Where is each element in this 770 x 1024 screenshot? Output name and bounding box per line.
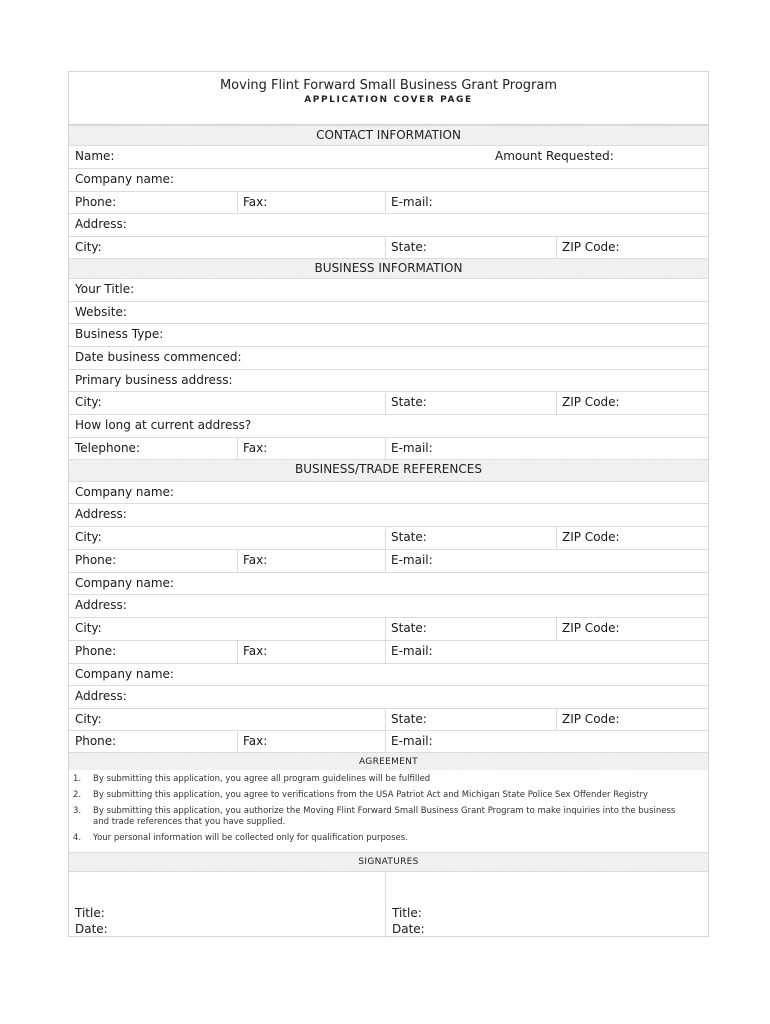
city-field[interactable]: [69, 237, 385, 258]
business-email-label: E-mail:: [391, 441, 433, 455]
fax-label: Fax:: [243, 195, 268, 209]
signature-area: [69, 871, 708, 938]
email-label: E-mail:: [391, 195, 433, 209]
address-label: Address:: [75, 217, 127, 231]
ref2-phone-field[interactable]: [69, 641, 237, 663]
ref1-address-row: [69, 503, 708, 526]
ref2-address-field[interactable]: [69, 595, 709, 617]
name-label: Name:: [75, 149, 115, 163]
ref3-email-field[interactable]: [385, 731, 709, 752]
agreement-item-number: 4.: [73, 833, 82, 843]
contact-phone-row: [69, 191, 708, 213]
ref1-state-field[interactable]: [385, 527, 556, 549]
references-section-header: [69, 459, 708, 481]
contact-name-row: [69, 145, 708, 168]
ref3-company-label: Company name:: [75, 667, 174, 681]
ref3-phone-field[interactable]: [69, 731, 237, 752]
agreement-item-text: By submitting this application, you authorize the Moving Flint Forward Small Business Grant Program to make inquiries into the business and trade references that you have supplied.: [93, 806, 676, 827]
telephone-field[interactable]: [69, 438, 237, 459]
ref2-company-field[interactable]: [69, 573, 709, 594]
ref3-fax-label: Fax:: [243, 734, 268, 748]
business-website-row: [69, 301, 708, 323]
ref1-city-label: City:: [75, 530, 102, 544]
ref2-state-label: State:: [391, 621, 427, 635]
references-heading: BUSINESS/TRADE REFERENCES: [295, 462, 482, 476]
signature-right-title-label: Title:: [392, 906, 422, 920]
ref3-city-row: [69, 708, 708, 730]
date-commenced-field[interactable]: [69, 347, 709, 369]
ref3-state-field[interactable]: [385, 709, 556, 730]
ref1-email-field[interactable]: [385, 550, 709, 572]
your-title-field[interactable]: [69, 279, 709, 301]
ref2-company-label: Company name:: [75, 576, 174, 590]
ref2-address-row: [69, 594, 708, 617]
ref2-address-label: Address:: [75, 598, 127, 612]
zip-label: ZIP Code:: [562, 240, 620, 254]
state-field[interactable]: [385, 237, 556, 258]
fax-field[interactable]: [237, 192, 385, 213]
business-commenced-row: [69, 346, 708, 369]
ref1-address-field[interactable]: [69, 504, 709, 526]
business-type-row: [69, 323, 708, 346]
signature-left-title-label: Title:: [75, 906, 105, 920]
phone-label: Phone:: [75, 195, 117, 209]
signature-left[interactable]: [75, 905, 108, 937]
agreement-item-text: By submitting this application, you agree to verifications from the USA Patriot Act and Michigan State Police Sex Offender Registry: [93, 790, 649, 800]
agreement-item-text: Your personal information will be collected only for qualification purposes.: [93, 833, 408, 843]
business-email-field[interactable]: [385, 438, 709, 459]
name-field[interactable]: [69, 146, 489, 168]
ref3-address-label: Address:: [75, 689, 127, 703]
ref1-zip-field[interactable]: [556, 527, 709, 549]
ref3-company-row: [69, 663, 708, 685]
ref3-address-row: [69, 685, 708, 708]
ref3-city-field[interactable]: [69, 709, 385, 730]
date-commenced-label: Date business commenced:: [75, 350, 242, 364]
business-zip-field[interactable]: [556, 392, 709, 414]
ref3-email-label: E-mail:: [391, 734, 433, 748]
ref2-phone-row: [69, 640, 708, 663]
ref3-phone-row: [69, 730, 708, 752]
ref1-company-label: Company name:: [75, 485, 174, 499]
ref2-company-row: [69, 572, 708, 594]
form-title: Moving Flint Forward Small Business Grant Program: [219, 78, 558, 93]
ref1-zip-label: ZIP Code:: [562, 530, 620, 544]
contact-heading: CONTACT INFORMATION: [316, 128, 461, 142]
business-section-header: [69, 258, 708, 278]
ref1-fax-label: Fax:: [243, 553, 268, 567]
ref1-fax-field[interactable]: [237, 550, 385, 572]
agreement-item-text: By submitting this application, you agree all program guidelines will be fulfilled: [93, 774, 431, 784]
ref3-state-label: State:: [391, 712, 427, 726]
ref2-phone-label: Phone:: [75, 644, 117, 658]
business-type-field[interactable]: [69, 324, 709, 346]
signature-right[interactable]: [392, 905, 425, 937]
ref2-fax-field[interactable]: [237, 641, 385, 663]
ref1-company-row: [69, 481, 708, 503]
website-field[interactable]: [69, 302, 709, 323]
ref1-email-label: E-mail:: [391, 553, 433, 567]
ref2-email-field[interactable]: [385, 641, 709, 663]
email-field[interactable]: [385, 192, 709, 213]
company-name-field[interactable]: [69, 169, 709, 191]
ref2-fax-label: Fax:: [243, 644, 268, 658]
agreement-item-number: 3.: [73, 806, 82, 816]
ref3-city-label: City:: [75, 712, 102, 726]
ref3-address-field[interactable]: [69, 686, 709, 708]
agreement-item-number: 1.: [73, 774, 82, 784]
how-long-field[interactable]: [69, 415, 709, 437]
ref1-phone-label: Phone:: [75, 553, 117, 567]
business-title-row: [69, 278, 708, 301]
ref1-phone-field[interactable]: [69, 550, 237, 572]
ref3-fax-field[interactable]: [237, 731, 385, 752]
form-subtitle: APPLICATION COVER PAGE: [304, 95, 473, 105]
agreement-item-number: 2.: [73, 790, 82, 800]
ref3-zip-label: ZIP Code:: [562, 712, 620, 726]
how-long-label: How long at current address?: [75, 418, 252, 432]
business-primary-address-row: [69, 369, 708, 391]
agreement-list: [69, 770, 708, 852]
ref1-phone-row: [69, 549, 708, 572]
amount-requested-field[interactable]: [489, 146, 709, 168]
business-city-label: City:: [75, 395, 102, 409]
business-heading: BUSINESS INFORMATION: [314, 261, 463, 275]
your-title-label: Your Title:: [75, 282, 135, 296]
form-header: [69, 72, 708, 125]
ref1-state-label: State:: [391, 530, 427, 544]
contact-city-row: [69, 236, 708, 258]
state-label: State:: [391, 240, 427, 254]
ref2-state-field[interactable]: [385, 618, 556, 640]
ref2-zip-label: ZIP Code:: [562, 621, 620, 635]
website-label: Website:: [75, 305, 127, 319]
ref2-city-label: City:: [75, 621, 102, 635]
business-fax-field[interactable]: [237, 438, 385, 459]
ref3-zip-field[interactable]: [556, 709, 709, 730]
ref2-city-row: [69, 617, 708, 640]
signatures-heading: SIGNATURES: [358, 857, 419, 867]
ref2-email-label: E-mail:: [391, 644, 433, 658]
business-zip-label: ZIP Code:: [562, 395, 620, 409]
zip-field[interactable]: [556, 237, 709, 258]
business-state-label: State:: [391, 395, 427, 409]
phone-field[interactable]: [69, 192, 237, 213]
business-city-field[interactable]: [69, 392, 385, 414]
ref2-zip-field[interactable]: [556, 618, 709, 640]
signatures-section-header: [69, 852, 708, 871]
application-form: [68, 71, 709, 937]
ref1-company-field[interactable]: [69, 482, 709, 503]
ref1-address-label: Address:: [75, 507, 127, 521]
signature-left-date-label: Date:: [75, 922, 108, 936]
address-field[interactable]: [69, 214, 709, 236]
city-label: City:: [75, 240, 102, 254]
amount-requested-label: Amount Requested:: [495, 149, 614, 163]
ref1-city-row: [69, 526, 708, 549]
business-city-row: [69, 391, 708, 414]
ref2-city-field[interactable]: [69, 618, 385, 640]
telephone-label: Telephone:: [75, 441, 140, 455]
ref3-phone-label: Phone:: [75, 734, 117, 748]
contact-address-row: [69, 213, 708, 236]
primary-address-field[interactable]: [69, 370, 709, 391]
primary-address-label: Primary business address:: [75, 373, 233, 387]
agreement-section-header: [69, 752, 708, 770]
business-state-field[interactable]: [385, 392, 556, 414]
ref1-city-field[interactable]: [69, 527, 385, 549]
business-telephone-row: [69, 437, 708, 459]
business-type-label: Business Type:: [75, 327, 164, 341]
business-fax-label: Fax:: [243, 441, 268, 455]
company-name-label: Company name:: [75, 172, 174, 186]
contact-company-row: [69, 168, 708, 191]
agreement-heading: AGREEMENT: [359, 757, 418, 767]
ref3-company-field[interactable]: [69, 664, 709, 685]
contact-section-header: [69, 125, 708, 145]
business-how-long-row: [69, 414, 708, 437]
signature-right-date-label: Date:: [392, 922, 425, 936]
